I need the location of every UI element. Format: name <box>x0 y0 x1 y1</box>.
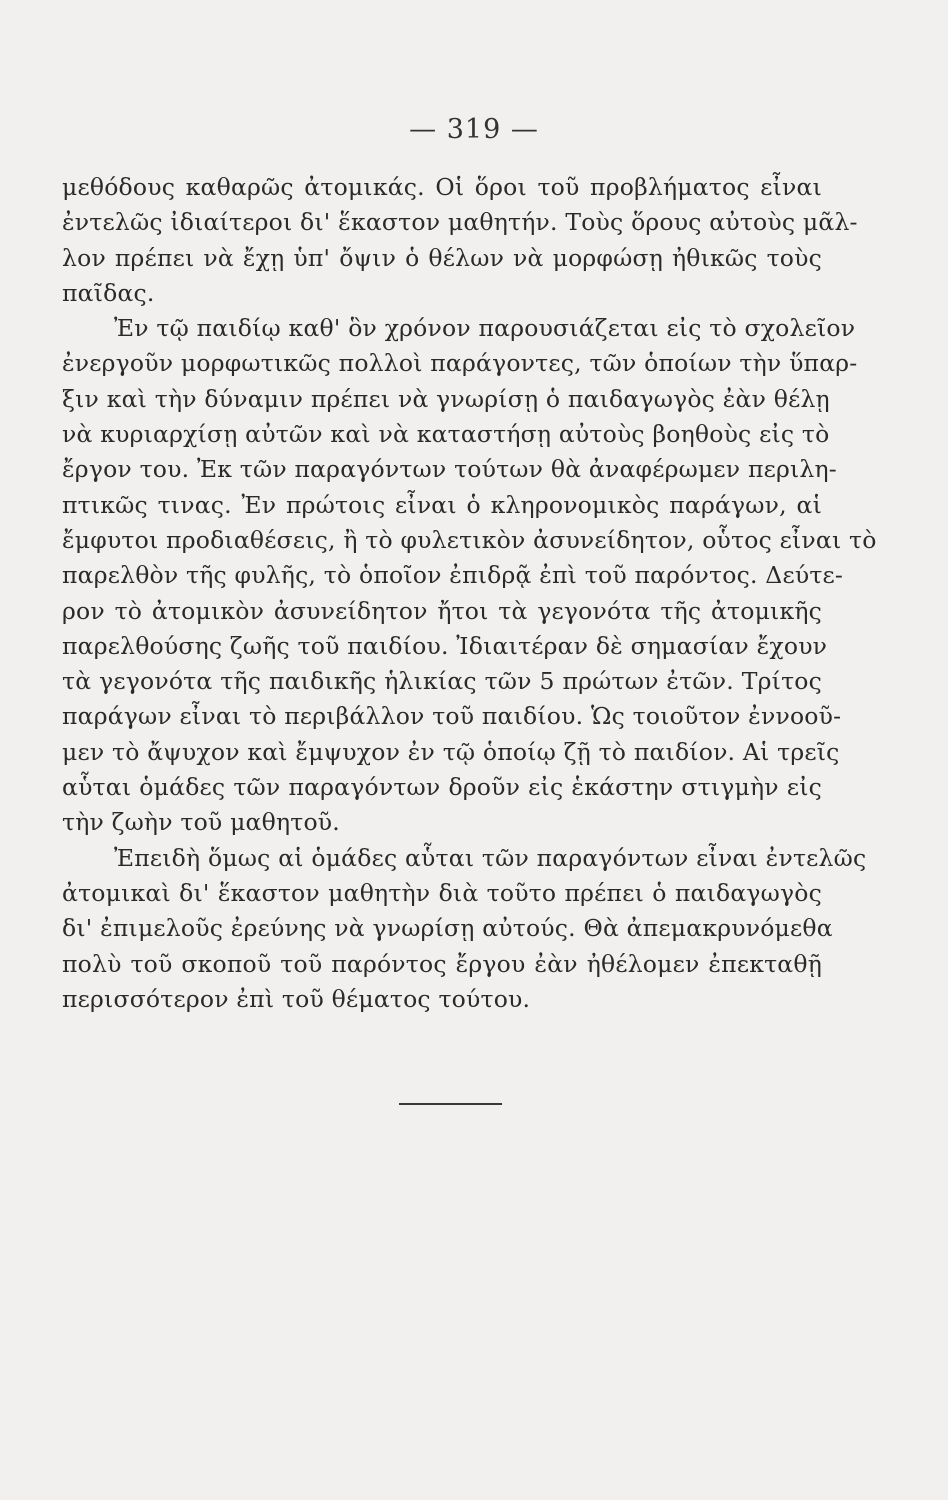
text-line: περισσότερον ἐπὶ τοῦ θέματος τούτου. <box>62 984 531 1013</box>
text-line: ἀτομικαὶ δι' ἕκαστον μαθητὴν διὰ τοῦτο πρέπει ὁ παιδαγωγὸς <box>62 878 822 907</box>
page-number: — 319 — <box>409 114 539 145</box>
text-line: ξιν καὶ τὴν δύναμιν πρέπει νὰ γνωρίσῃ ὁ παιδαγωγὸς ἐὰν θέλῃ <box>62 384 830 413</box>
text-line: παρελθούσης ζωῆς τοῦ παιδίου. Ἰδιαιτέραν δὲ σημασίαν ἔχουν <box>62 631 828 660</box>
text-line: δι' ἐπιμελοῦς ἐρεύνης νὰ γνωρίσῃ αὐτούς. Θὰ ἀπεμακρυνόμεθα <box>62 914 833 943</box>
text-line: ρον τὸ ἀτομικὸν ἀσυνείδητον ἤτοι τὰ γεγονότα τῆς ἀτομικῆς <box>62 596 822 625</box>
text-line: ἔμφυτοι προδιαθέσεις, ἢ τὸ φυλετικὸν ἀσυνείδητον, οὗτος εἶναι τὸ <box>62 525 877 554</box>
text-line: μεθόδους καθαρῶς ἀτομικάς. Οἱ ὅροι τοῦ προβλήματος εἶναι <box>62 173 822 201</box>
text-line: ἐντελῶς ἰδιαίτεροι δι' ἕκαστον μαθητήν. Τοὺς ὅρους αὐτοὺς μᾶλ- <box>62 208 858 237</box>
text-line: ἔργον του. Ἐκ τῶν παραγόντων τούτων θὰ ἀναφέρωμεν περιλη- <box>62 455 837 484</box>
text-line: Ἐν τῷ παιδίῳ καθ' ὃν χρόνον παρουσιάζεται εἰς τὸ σχολεῖον <box>114 314 856 343</box>
text-line: παράγων εἶναι τὸ περιβάλλον τοῦ παιδίου. Ὡς τοιοῦτον ἐννοοῦ- <box>62 702 842 731</box>
text-line: παῖδας. <box>62 278 155 307</box>
text-line: αὗται ὁμάδες τῶν παραγόντων δροῦν εἰς ἑκάστην στιγμὴν εἰς <box>62 773 822 802</box>
text-line: τὰ γεγονότα τῆς παιδικῆς ἡλικίας τῶν 5 πρώτων ἐτῶν. Τρίτος <box>62 667 822 696</box>
text-line: παρελθὸν τῆς φυλῆς, τὸ ὁποῖον ἐπιδρᾷ ἐπὶ τοῦ παρόντος. Δεύτε- <box>62 561 844 590</box>
text-line: νὰ κυριαρχίσῃ αὐτῶν καὶ νὰ καταστήσῃ αὐτοὺς βοηθοὺς εἰς τὸ <box>62 420 830 449</box>
text-line: πτικῶς τινας. Ἐν πρώτοις εἶναι ὁ κληρονομικὸς παράγων, αἱ <box>62 490 822 519</box>
text-line: ἐνεργοῦν μορφωτικῶς πολλοὶ παράγοντες, τῶν ὁποίων τὴν ὕπαρ- <box>62 349 858 378</box>
section-end-rule <box>399 1103 502 1105</box>
text-line: μεν τὸ ἄψυχον καὶ ἔμψυχον ἐν τῷ ὁποίῳ ζῇ τὸ παιδίον. Αἱ τρεῖς <box>62 737 840 766</box>
text-line: τὴν ζωὴν τοῦ μαθητοῦ. <box>62 808 340 837</box>
text-line: λον πρέπει νὰ ἔχῃ ὑπ' ὄψιν ὁ θέλων νὰ μορφώσῃ ἠθικῶς τοὺς <box>62 243 822 272</box>
text-line: Ἐπειδὴ ὅμως αἱ ὁμάδες αὗται τῶν παραγόντων εἶναι ἐντελῶς <box>114 843 867 872</box>
text-line: πολὺ τοῦ σκοποῦ τοῦ παρόντος ἔργου ἐὰν ἠθέλομεν ἐπεκταθῇ <box>62 949 822 978</box>
body-text <box>62 170 877 1017</box>
